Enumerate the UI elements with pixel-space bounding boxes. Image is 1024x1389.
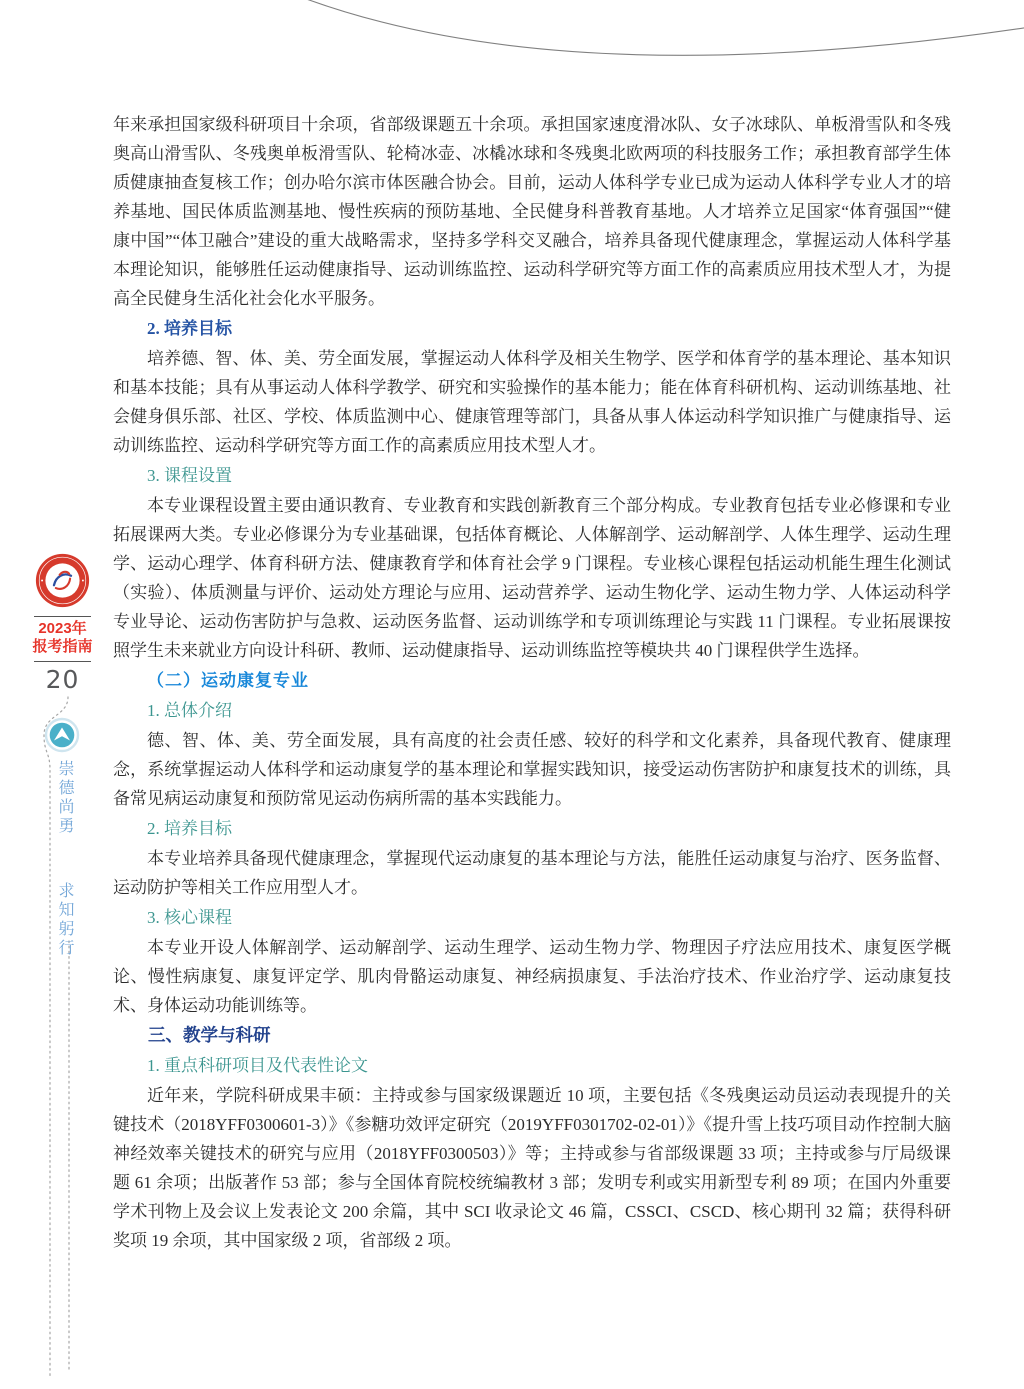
paragraph-training-objectives-1: 培养德、智、体、美、劳全面发展，掌握运动人体科学及相关生物学、医学和体育学的基本理论、基本知识和基本技能；具有从事运动人体科学教学、研究和实验操作的基本能力；能在体育科研机构、运动训练基地、社会健身俱乐部、社区、学校、体质监测中心、健康管理等部门，具备从事人体运动科学知识推广与健康指导、运动训练监控、运动科学研究等方面工作的高素质应用技术型人才。 [113, 349, 951, 455]
motto-phrase-2: 求知躬行 [56, 882, 73, 958]
divider-bottom [34, 661, 91, 662]
heading-sports-rehab-major: （二）运动康复专业 [147, 671, 309, 690]
main-content [113, 110, 951, 1255]
paragraph-training-objectives-2: 本专业培养具备现代健康理念，掌握现代运动康复的基本理论与方法，能胜任运动康复与治疗、医务监督、运动防护等相关工作应用型人才。 [113, 849, 951, 897]
paragraph-overview-continuation: 年来承担国家级科研项目十余项，省部级课题五十余项。承担国家速度滑冰队、女子冰球队、单板滑雪队和冬残奥高山滑雪队、冬残奥单板滑雪队、轮椅冰壶、冰橇冰球和冬残奥北欧两项的科技服务工作；承担教育部学生体质健康抽查复核工作；创办哈尔滨市体医融合协会。目前，运动人体科学专业已成为运动人体科学专业人才的培养基地、国民体质监测基地、慢性疾病的预防基地、全民健身科普教育基地。人才培养立足国家“体育强国”“健康中国”“体卫融合”建设的重大战略需求，坚持多学科交叉融合，培养具备现代健康理念，掌握运动人体科学基本理论知识，能够胜任运动健康指导、运动训练监控、运动科学研究等方面工作的高素质应用技术型人才，为提高全民健身生活化社会化水平服务。 [113, 115, 951, 308]
paragraph-curriculum: 本专业课程设置主要由通识教育、专业教育和实践创新教育三个部分构成。专业教育包括专业必修课和专业拓展课两大类。专业必修课分为专业基础课，包括体育概论、人体解剖学、运动解剖学、人体生理学、运动生理学、运动心理学、体育科研方法、健康教育学和体育社会学 9 门课程。专业核心课程包括运动机能生理生化测试（实验）、体质测量与评价、运动处方理论与应用、运动营养学、运动生物化学、运动生物力学、人体运动科学专业导论、运动伤害防护与急救、运动医务监督、运动训练学和专项训练理论与实践 11 门课程。专业拓展课按照学生未来就业方向设计科研、教师、运动健康指导、运动训练监控等模块共 40 门课程供学生选择。 [113, 496, 951, 660]
heading-teaching-research: 三、教学与科研 [148, 1025, 271, 1045]
heading-training-objectives-1: 2. 培养目标 [147, 319, 232, 338]
paragraph-general-introduction: 德、智、体、美、劳全面发展，具有高度的社会责任感、较好的科学和文化素养，具备现代教育、健康理念，系统掌握运动人体科学和运动康复学的基本理论和掌握实践知识，接受运动伤害防护和康复技术的训练，具备常见病运动康复和预防常见运动伤病所需的基本实践能力。 [113, 731, 951, 808]
up-arrow-icon [44, 717, 80, 753]
paragraph-core-courses: 本专业开设人体解剖学、运动解剖学、运动生理学、运动生物力学、物理因子疗法应用技术、康复医学概论、慢性病康复、康复评定学、肌肉骨骼运动康复、神经病损康复、手法治疗技术、作业治疗学、运动康复技术、身体运动功能训练等。 [113, 938, 951, 1015]
decorative-curve [0, 0, 1024, 120]
heading-curriculum: 3. 课程设置 [147, 466, 232, 485]
edition-title: 报考指南 [32, 638, 93, 655]
heading-training-objectives-2: 2. 培养目标 [147, 819, 232, 838]
edition-year: 2023年 [38, 620, 87, 637]
divider-top [34, 616, 91, 617]
dotted-thread [0, 0, 120, 1389]
university-seal-logo [34, 552, 91, 609]
paragraph-research-achievements: 近年来，学院科研成果丰硕：主持或参与国家级课题近 10 项，主要包括《冬残奥运动员运动表现提升的关键技术（2018YFF0300601-3）》《参糖功效评定研究（2019YFF0301702-02-01）》《提升雪上技巧项目动作控制大脑神经效率关键技术的研究与应用（2018YFF0300503）》等；主持或参与省部级课题 33 项；主持或参与厅局级课题 61 余项；出版著作 53 部；参与全国体育院校统编教材 3 部；发明专利或实用新型专利 89 项；在国内外重要学术刊物上及会议上发表论文 200 余篇，其中 SCI 收录论文 46 篇，CSSCI、CSCD、核心期刊 32 篇；获得科研奖项 19 余项，其中国家级 2 项，省部级 2 项。 [113, 1086, 951, 1250]
page-number: 20 [45, 665, 80, 694]
sidebar [0, 0, 120, 1389]
heading-core-courses: 3. 核心课程 [147, 908, 232, 927]
motto-vertical [53, 760, 76, 1180]
motto-phrase-1: 崇德尚勇 [56, 760, 73, 836]
heading-general-introduction: 1. 总体介绍 [147, 701, 232, 720]
heading-key-projects-papers: 1. 重点科研项目及代表性论文 [147, 1056, 368, 1075]
edition-label [20, 620, 105, 656]
